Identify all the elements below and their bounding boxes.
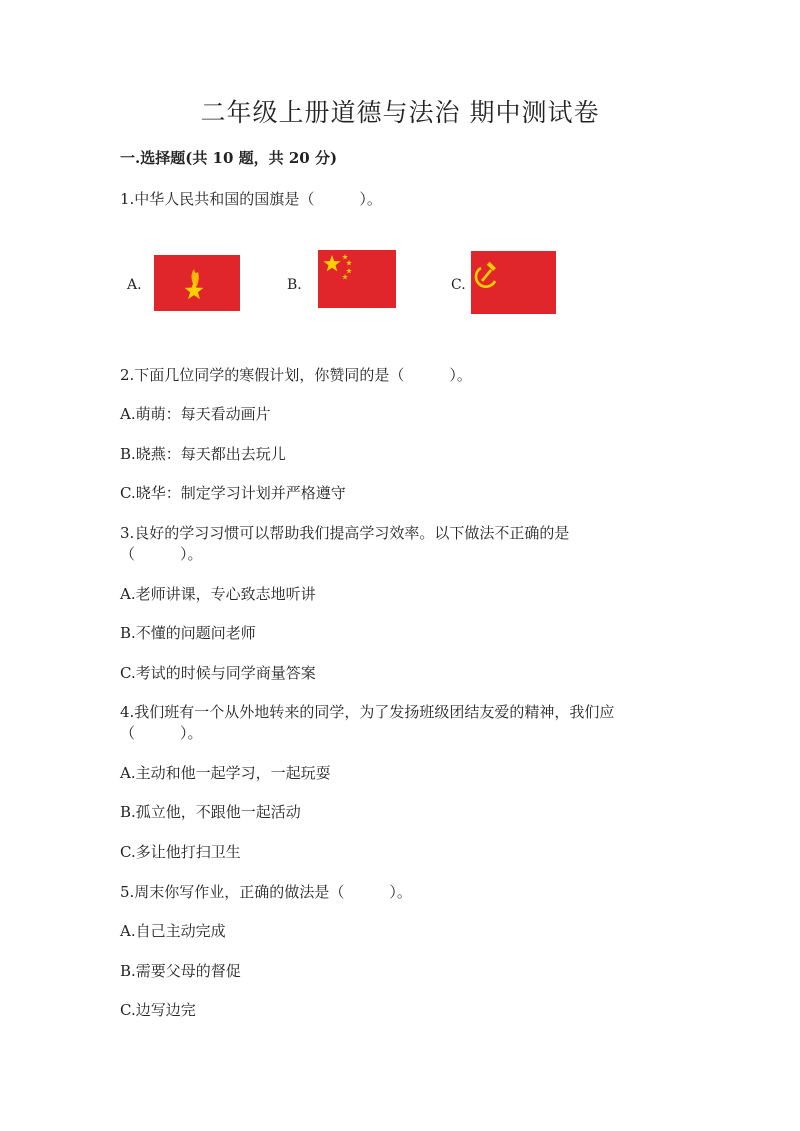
question-5-option-a: A.自己主动完成 <box>120 922 226 940</box>
communist-party-flag-image <box>471 251 556 314</box>
flag-field <box>318 250 396 308</box>
question-4-option-b: B.孤立他，不跟他一起活动 <box>120 803 301 821</box>
question-5-option-c: C.边写边完 <box>120 1001 196 1019</box>
flag-option-b-label: B. <box>287 277 302 293</box>
question-5-stem: 5.周末你写作业，正确的做法是（ ）。 <box>120 883 412 901</box>
question-3-option-b: B.不懂的问题问老师 <box>120 624 256 642</box>
flag-option-a-label: A. <box>127 277 142 293</box>
question-2-option-c: C.晓华：制定学习计划并严格遵守 <box>120 484 346 502</box>
question-5-option-b: B.需要父母的督促 <box>120 962 241 980</box>
question-1-stem: 1.中华人民共和国的国旗是（ ）。 <box>120 190 382 208</box>
question-4-option-a: A.主动和他一起学习，一起玩耍 <box>120 764 331 782</box>
question-3-option-c: C.考试的时候与同学商量答案 <box>120 664 316 682</box>
question-2-option-a: A.萌萌：每天看动画片 <box>120 405 271 423</box>
chinese-national-flag-image <box>318 250 396 308</box>
flag-option-c-label: C. <box>451 277 466 293</box>
question-4-stem-line-2: （ ）。 <box>120 724 203 742</box>
section-heading: 一.选择题(共 10 题，共 20 分) <box>120 149 338 167</box>
question-4-option-c: C.多让他打扫卫生 <box>120 843 241 861</box>
question-3-option-a: A.老师讲课，专心致志地听讲 <box>120 585 316 603</box>
question-4-stem-line-1: 4.我们班有一个从外地转来的同学，为了发扬班级团结友爱的精神，我们应 <box>120 703 615 721</box>
question-2-stem: 2.下面几位同学的寒假计划，你赞同的是（ ）。 <box>120 366 472 384</box>
question-3-stem-line-1: 3.良好的学习习惯可以帮助我们提高学习效率。以下做法不正确的是 <box>120 524 570 542</box>
question-3-stem-line-2: （ ）。 <box>120 545 203 563</box>
page-title: 二年级上册道德与法治 期中测试卷 <box>200 98 600 127</box>
question-2-option-b: B.晓燕：每天都出去玩儿 <box>120 445 286 463</box>
young-pioneers-flag-image <box>154 255 240 311</box>
flag-field <box>471 251 556 314</box>
